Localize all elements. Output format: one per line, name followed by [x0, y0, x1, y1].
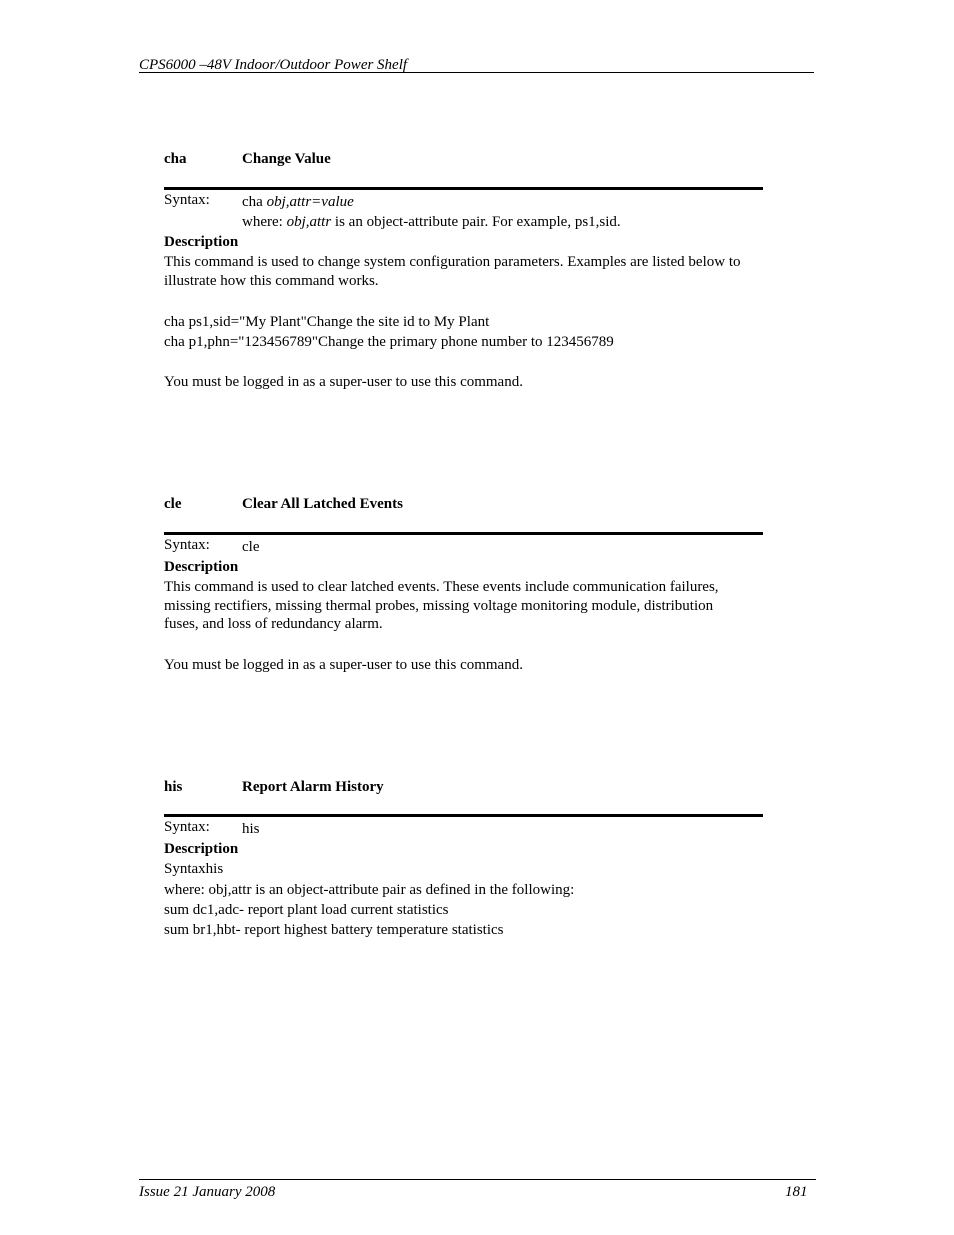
section-cle-syntax: cle: [242, 539, 260, 555]
section-cle-rule: [164, 532, 763, 535]
section-his-heading: Report Alarm History: [242, 779, 384, 795]
section-his-desc-line: sum dc1,adc- report plant load current statistics: [164, 902, 449, 918]
section-his-rule: [164, 814, 763, 817]
section-cha-heading: Change Value: [242, 151, 331, 167]
section-his-syntax: his: [242, 821, 260, 837]
footer-issue: Issue 21 January 2008: [139, 1184, 276, 1200]
section-cha-where: where: obj,attr is an object-attribute pair. For example, ps1,sid.: [242, 214, 621, 230]
section-cle-note: You must be logged in as a super-user to use this command.: [164, 657, 523, 673]
section-cha-desc-line: This command is used to change system configuration parameters. Examples are listed below to: [164, 254, 741, 270]
section-cha-note: You must be logged in as a super-user to use this command.: [164, 374, 523, 390]
section-cha-example: cha ps1,sid="My Plant"Change the site id to My Plant: [164, 314, 490, 330]
section-his-desc-line: sum br1,hbt- report highest battery temperature statistics: [164, 922, 504, 938]
section-cle-desc-line: This command is used to clear latched events. These events include communication failures,: [164, 579, 719, 595]
section-cha-command: cha: [164, 151, 187, 167]
page-number: 181: [785, 1184, 808, 1200]
section-cha-syntax: cha obj,attr=value: [242, 194, 354, 210]
section-cle-desc-line: missing rectifiers, missing thermal probes, missing voltage monitoring module, distribution: [164, 598, 714, 614]
footer-rule: [139, 1179, 816, 1180]
section-cle-description-label: Description: [164, 559, 239, 575]
header-rule: [139, 72, 814, 73]
section-cha-rule: [164, 187, 763, 190]
section-cle-desc-line: fuses, and loss of redundancy alarm.: [164, 616, 383, 632]
section-cha-description-label: Description: [164, 234, 239, 250]
section-his-desc-line: where: obj,attr is an object-attribute pair as defined in the following:: [164, 882, 575, 898]
section-his-syntax-label: Syntax:: [164, 819, 210, 835]
section-his-desc-line: Syntaxhis: [164, 861, 224, 877]
section-cha-example: cha p1,phn="123456789"Change the primary phone number to 123456789: [164, 334, 614, 350]
section-his-description-label: Description: [164, 841, 239, 857]
section-cha-syntax-label: Syntax:: [164, 192, 210, 208]
section-cle-heading: Clear All Latched Events: [242, 496, 403, 512]
section-his-command: his: [164, 779, 183, 795]
section-cha-desc-line: illustrate how this command works.: [164, 273, 379, 289]
section-cle-syntax-label: Syntax:: [164, 537, 210, 553]
section-cle-command: cle: [164, 496, 182, 512]
running-header: CPS6000 –48V Indoor/Outdoor Power Shelf: [139, 57, 408, 73]
